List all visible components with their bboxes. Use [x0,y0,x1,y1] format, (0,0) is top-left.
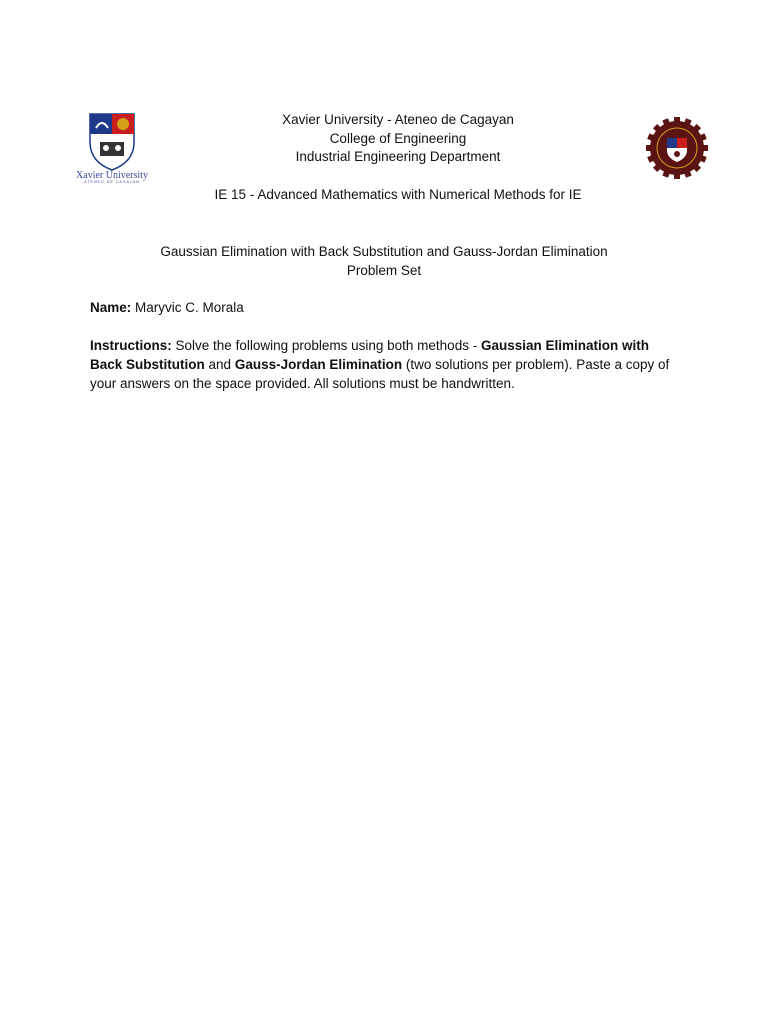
department-name: Industrial Engineering Department [295,149,501,164]
method-gauss-jordan: Gauss-Jordan Elimination [234,356,403,372]
problem-set-title [0,243,768,280]
xavier-university-caption: Xavier University [76,170,148,181]
document-header [0,111,768,167]
name-value: Maryvic C. Morala [135,300,244,315]
college-name: College of Engineering [329,130,467,146]
method-gaussian: Gaussian Elimination with Back Substitution [90,338,649,372]
course-title: IE 15 - Advanced Mathematics with Numerical Methods for IE [214,187,582,202]
instructions-text-3: (two solutions per problem). Paste a copy of your answers on the space provided. All solutions must be handwritten. [90,356,670,391]
title-line-1: Gaussian Elimination with Back Substitution and Gauss-Jordan Elimination [160,244,608,259]
university-name: Xavier University - Ateneo de Cagayan [282,112,514,127]
instructions-text-2: and [208,356,232,372]
instructions-label: Instructions: [90,338,172,353]
instructions-paragraph [90,337,680,393]
instructions-text-1: Solve the following problems using both methods - [175,338,478,353]
ateneo-de-cagayan-caption: ATENEO DE CAGAYAN [84,180,140,184]
name-label: Name: [90,300,132,315]
title-line-2: Problem Set [346,262,422,278]
student-name [90,299,244,318]
